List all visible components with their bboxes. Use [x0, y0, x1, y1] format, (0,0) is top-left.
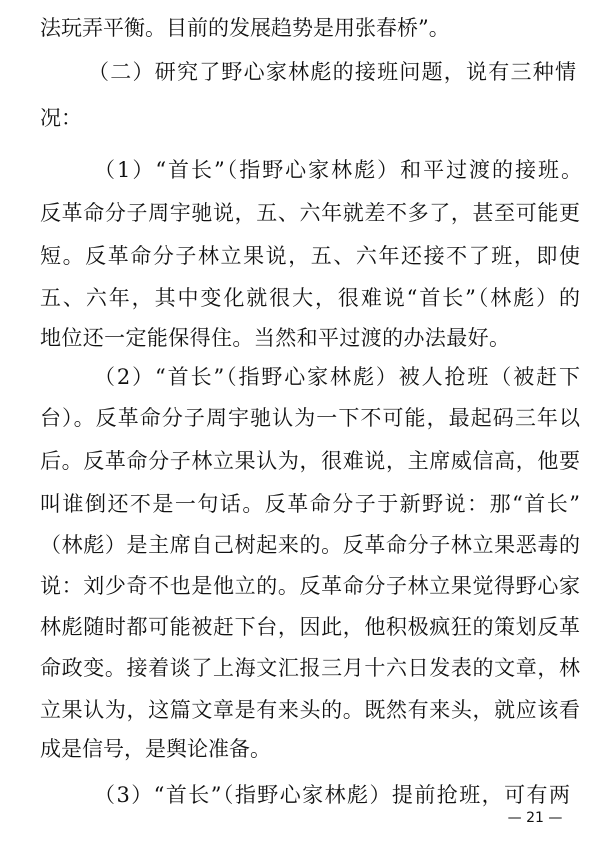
text-line: 说：刘少奇不也是他立的。反革命分子林立果觉得野心家 [40, 574, 580, 598]
text-line: 反革命分子周宇驰说，五、六年就差不多了，甚至可能更 [40, 201, 580, 225]
text-line: 五、六年，其中变化就很大，很难说“首长”（林彪）的 [40, 286, 580, 310]
text-line: （3）“首长”（指野心家林彪）提前抢班，可有两 [94, 783, 570, 807]
text-line: （林彪）是主席自己树起来的。反革命分子林立果恶毒的 [40, 533, 580, 557]
text-line: 后。反革命分子林立果认为，很难说，主席威信高，他要 [40, 449, 580, 473]
text-line: 地位还一定能保得住。当然和平过渡的办法最好。 [40, 326, 510, 350]
text-line: 叫谁倒还不是一句话。反革命分子于新野说：那“首长” [40, 492, 580, 516]
text-line: 命政变。接着谈了上海文汇报三月十六日发表的文章，林 [40, 656, 580, 680]
text-line: 况： [40, 106, 82, 130]
text-line: 短。反革命分子林立果说，五、六年还接不了班，即使 [40, 244, 580, 268]
text-line: （1）“首长”（指野心家林彪）和平过渡的接班。 [94, 158, 582, 182]
text-line: （二）研究了野心家林彪的接班问题，说有三种情 [88, 60, 576, 84]
text-line: （2）“首长”（指野心家林彪）被人抢班（被赶下 [94, 365, 580, 389]
text-line: 林彪随时都可能被赶下台，因此，他积极疯狂的策划反革 [40, 615, 580, 639]
text-line: 立果认为，这篇文章是有来头的。既然有来头，就应该看 [40, 698, 580, 722]
text-line: 成是信号，是舆论准备。 [40, 737, 271, 761]
text-line: 台）。反革命分子周宇驰认为一下不可能，最起码三年以 [40, 406, 580, 430]
text-line: 法玩弄平衡。目前的发展趋势是用张春桥”。 [40, 16, 450, 40]
page-number: — 21 — [507, 810, 563, 826]
